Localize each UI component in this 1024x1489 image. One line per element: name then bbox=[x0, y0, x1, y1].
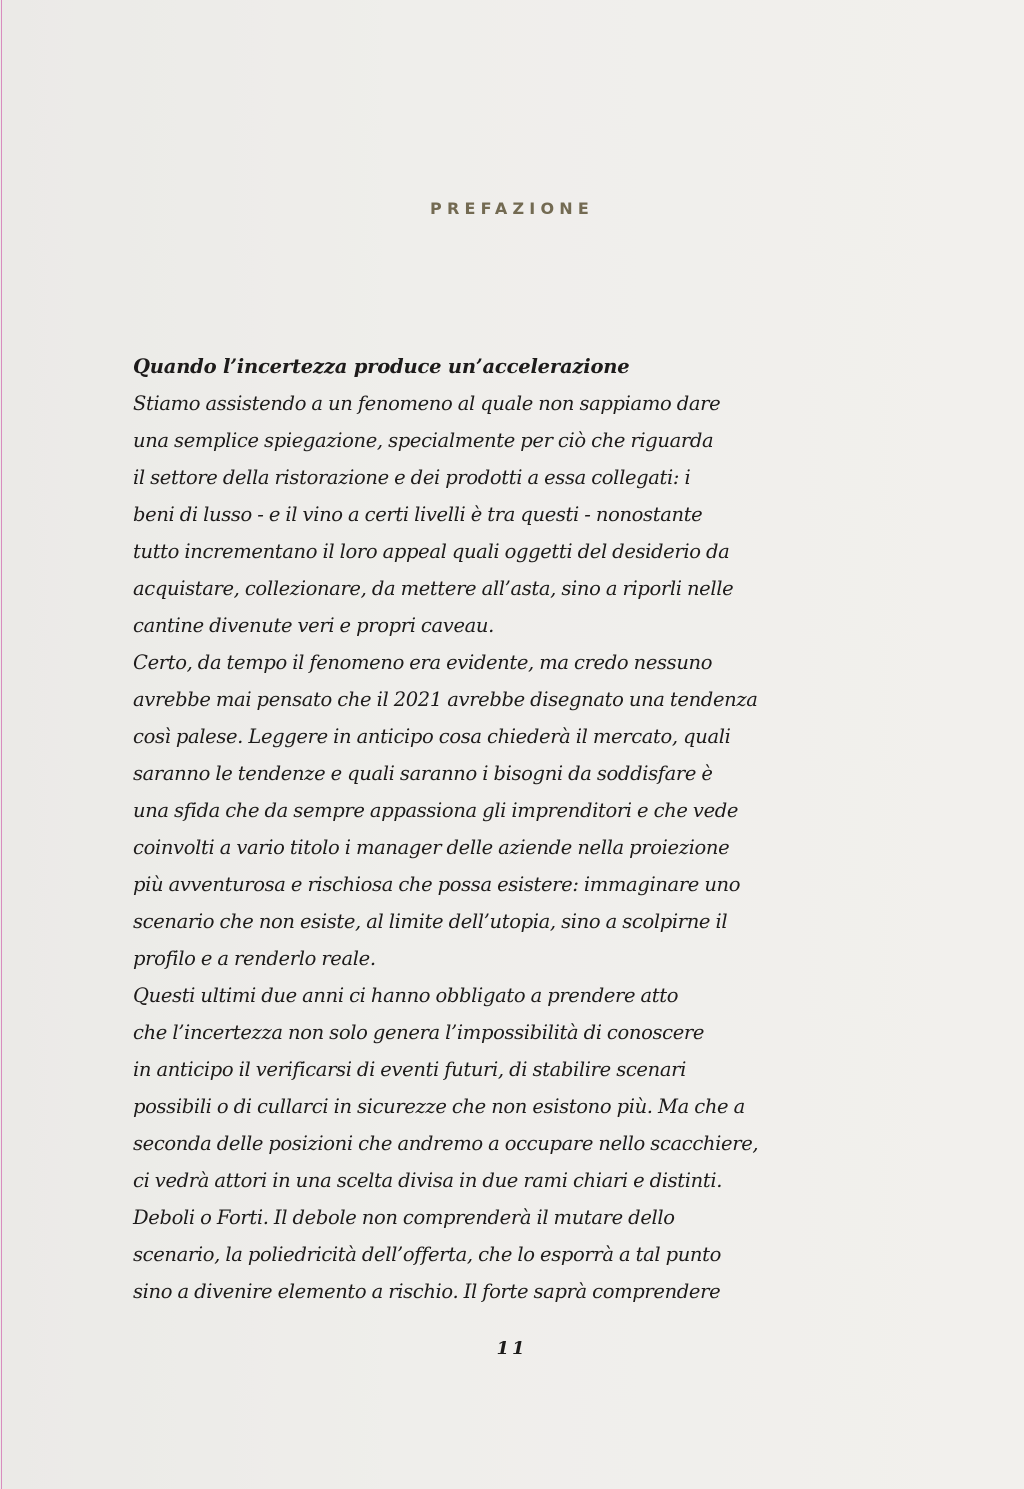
text-line: scenario, la poliedricità dell’offerta, che lo esporrà a tal punto bbox=[133, 1243, 722, 1266]
running-head: PREFAZIONE bbox=[430, 199, 594, 218]
text-line: beni di lusso - e il vino a certi livelli è tra questi - nonostante bbox=[133, 503, 703, 526]
text-line: ci vedrà attori in una scelta divisa in due rami chiari e distinti. bbox=[133, 1169, 723, 1192]
page-content bbox=[133, 348, 853, 1310]
text-line: seconda delle posizioni che andremo a occupare nello scacchiere, bbox=[133, 1132, 759, 1155]
text-line: Stiamo assistendo a un fenomeno al quale non sappiamo dare bbox=[133, 392, 721, 415]
page-edge-line bbox=[1, 0, 2, 1489]
text-line: in anticipo il verificarsi di eventi futuri, di stabilire scenari bbox=[133, 1058, 686, 1081]
body-text bbox=[133, 385, 853, 1310]
text-line: avrebbe mai pensato che il 2021 avrebbe disegnato una tendenza bbox=[133, 688, 758, 711]
text-line: Questi ultimi due anni ci hanno obbligato a prendere atto bbox=[133, 984, 679, 1007]
text-line: possibili o di cullarci in sicurezze che non esistono più. Ma che a bbox=[133, 1095, 745, 1118]
text-line: una semplice spiegazione, specialmente per ciò che riguarda bbox=[133, 429, 714, 452]
text-line: sino a divenire elemento a rischio. Il forte saprà comprendere bbox=[133, 1280, 721, 1303]
text-line: scenario che non esiste, al limite dell’utopia, sino a scolpirne il bbox=[133, 910, 728, 933]
text-line: cantine divenute veri e propri caveau. bbox=[133, 614, 494, 637]
text-line: il settore della ristorazione e dei prodotti a essa collegati: i bbox=[133, 466, 691, 489]
text-line: una sfida che da sempre appassiona gli imprenditori e che vede bbox=[133, 799, 739, 822]
page-number: 11 bbox=[496, 1338, 528, 1359]
text-line: coinvolti a vario titolo i manager delle aziende nella proiezione bbox=[133, 836, 730, 859]
text-line: Deboli o Forti. Il debole non comprenderà il mutare dello bbox=[133, 1206, 675, 1229]
text-line: profilo e a renderlo reale. bbox=[133, 947, 376, 970]
text-line: che l’incertezza non solo genera l’impossibilità di conoscere bbox=[133, 1021, 705, 1044]
text-line: saranno le tendenze e quali saranno i bisogni da soddisfare è bbox=[133, 762, 713, 785]
text-line: acquistare, collezionare, da mettere all’asta, sino a riporli nelle bbox=[133, 577, 734, 600]
text-line: così palese. Leggere in anticipo cosa chiederà il mercato, quali bbox=[133, 725, 731, 748]
text-line: tutto incrementano il loro appeal quali oggetti del desiderio da bbox=[133, 540, 730, 563]
text-line: Certo, da tempo il fenomeno era evidente, ma credo nessuno bbox=[133, 651, 713, 674]
section-title: Quando l’incertezza produce un’accelerazione bbox=[133, 355, 630, 378]
text-line: più avventurosa e rischiosa che possa esistere: immaginare uno bbox=[133, 873, 741, 896]
